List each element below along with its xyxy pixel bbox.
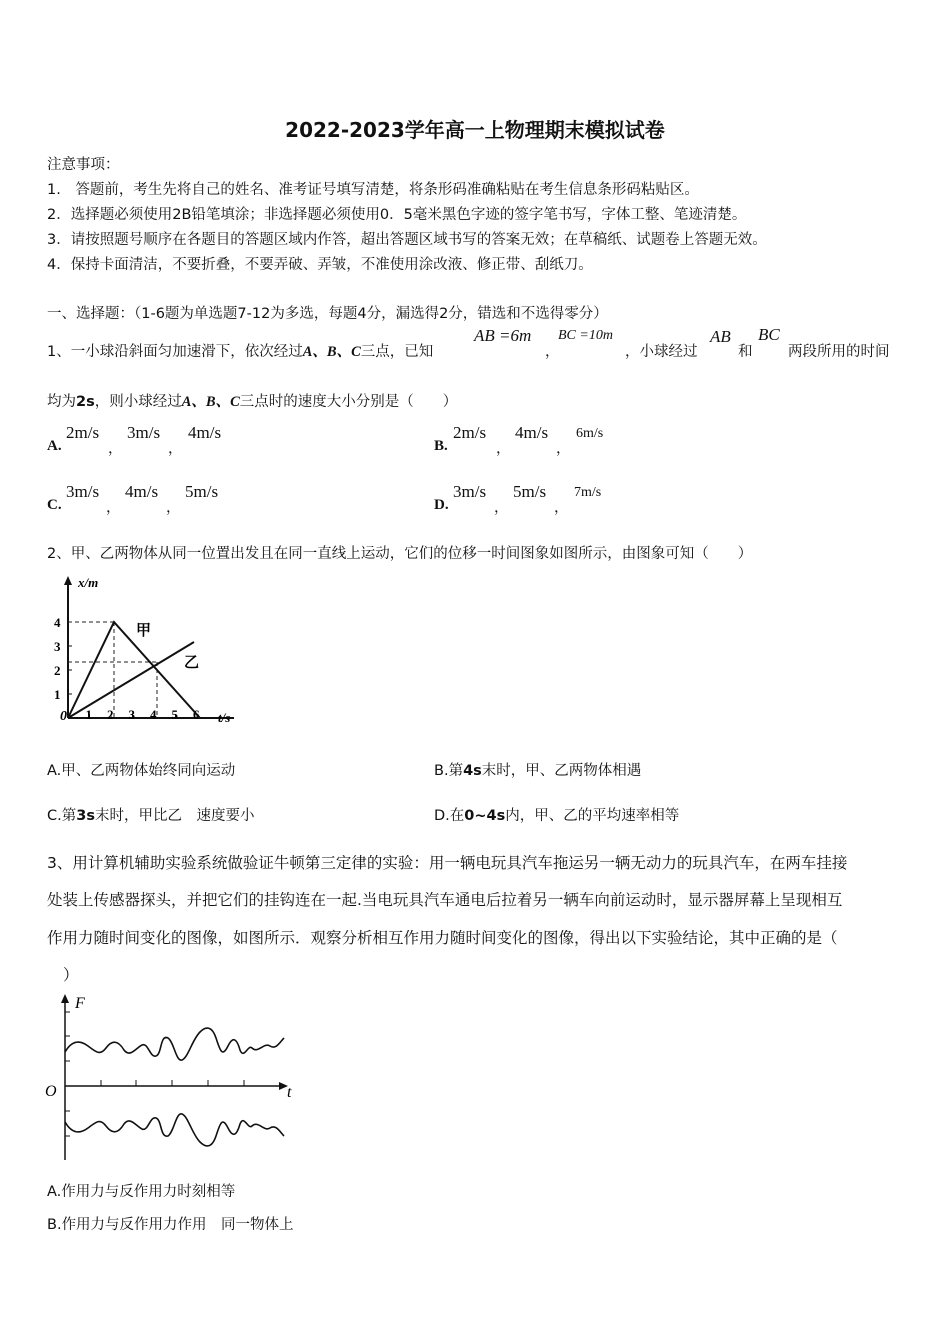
q2-stem: 2、甲、乙两物体从同一位置出发且在同一直线上运动，它们的位移一时间图象如图所示，由图象可知（ ） bbox=[47, 546, 753, 562]
x-tick-label: 4 bbox=[150, 707, 157, 722]
graph-origin: O bbox=[45, 1083, 57, 1100]
y-tick-label: 1 bbox=[54, 687, 61, 702]
option-text bbox=[434, 759, 641, 780]
option-bold: 0~4s bbox=[464, 808, 506, 824]
option-text bbox=[47, 759, 235, 780]
option-text bbox=[434, 804, 679, 825]
option-value: 4m/s bbox=[515, 423, 549, 442]
option-letter: A. bbox=[47, 1184, 62, 1200]
graph-ylabel: F bbox=[75, 995, 85, 1012]
option-body: 甲、乙两物体始终同向运动 bbox=[61, 763, 236, 779]
x-tick-label: 1 bbox=[85, 707, 92, 722]
option-text bbox=[47, 804, 254, 825]
y-tick-label: 2 bbox=[54, 663, 61, 678]
section-heading: 一、选择题：（1-6题为单选题7-12为多选，每题4分，漏选得2分，错选和不选得零分） bbox=[47, 306, 608, 322]
graph-origin: 0 bbox=[60, 709, 67, 724]
option-letter: B. bbox=[47, 1217, 62, 1233]
q1-text-3: ，小球经过 bbox=[625, 344, 698, 360]
notice-item-4: 4．保持卡面清洁，不要折叠，不要弄破、弄皱，不准使用涂改液、修正带、刮纸刀。 bbox=[47, 257, 593, 273]
q3-force-time-graph bbox=[42, 990, 302, 1165]
option-text bbox=[47, 1180, 235, 1201]
separator: ， bbox=[496, 441, 511, 457]
x-tick-label: 6 bbox=[193, 707, 200, 722]
option-letter: C. bbox=[47, 497, 62, 513]
option-body: 末时，甲、乙两物体相遇 bbox=[481, 763, 642, 779]
notice-item-2: 2．选择题必须使用2B铅笔填涂；非选择题必须使用0．5毫米黑色字迹的签字笔书写，字体工整、笔迹清楚。 bbox=[47, 207, 747, 223]
option-body: 第 bbox=[448, 763, 464, 779]
separator: ， bbox=[108, 441, 123, 457]
q1-comma: ， bbox=[545, 344, 560, 360]
q1-bc: BC bbox=[758, 325, 780, 344]
option-value: 4m/s bbox=[188, 423, 222, 442]
q1-bc-equation: BC =10m bbox=[558, 328, 613, 343]
q1-text-5: 均为 bbox=[47, 394, 76, 410]
separator: ， bbox=[554, 500, 569, 516]
graph-xlabel: t/s bbox=[218, 710, 231, 725]
option-letter: D. bbox=[434, 808, 450, 824]
q1-points: A、B、C bbox=[302, 344, 361, 360]
option-body: 内，甲、乙的平均速率相等 bbox=[505, 808, 680, 824]
option-value: 2m/s bbox=[453, 423, 487, 442]
q1-text-1: 1、一小球沿斜面匀加速滑下，依次经过 bbox=[47, 344, 303, 360]
separator: ， bbox=[494, 500, 509, 516]
option-value: 4m/s bbox=[125, 482, 159, 501]
option-letter: D. bbox=[434, 497, 449, 513]
q1-text-7: 三点时的速度大小分别是（ ） bbox=[239, 394, 458, 410]
q1-stem-line1 bbox=[47, 340, 433, 361]
series-jia-line bbox=[68, 622, 200, 718]
option-value: 6m/s bbox=[576, 426, 604, 441]
q1-text-6: ，则小球经过 bbox=[94, 394, 182, 410]
label-jia: 甲 bbox=[136, 623, 152, 639]
option-value: 3m/s bbox=[66, 482, 100, 501]
force-curve-upper bbox=[65, 1028, 284, 1060]
y-tick-label: 4 bbox=[54, 615, 61, 630]
q2-position-time-graph bbox=[44, 572, 254, 730]
x-tick-label: 2 bbox=[107, 707, 114, 722]
x-tick-label: 3 bbox=[128, 707, 135, 722]
separator: ， bbox=[556, 441, 571, 457]
option-body: 末时，甲比乙 速度要小 bbox=[94, 808, 255, 824]
option-body: 作用力与反作用力时刻相等 bbox=[61, 1184, 236, 1200]
page-title: 2022-2023学年高一上物理期末模拟试卷 bbox=[285, 118, 665, 142]
option-text bbox=[47, 1213, 294, 1234]
option-letter: B. bbox=[434, 763, 449, 779]
force-curve-lower bbox=[65, 1114, 284, 1146]
notice-item-3: 3．请按照题号顺序在各题目的答题区域内作答，超出答题区域书写的答案无效；在草稿纸、试题卷上答题无效。 bbox=[47, 232, 767, 248]
notice-heading: 注意事项： bbox=[47, 157, 120, 173]
q1-stem-line2 bbox=[47, 390, 457, 411]
option-value: 5m/s bbox=[513, 482, 547, 501]
option-value: 2m/s bbox=[66, 423, 100, 442]
option-letter: B. bbox=[434, 438, 448, 454]
q1-he: 和 bbox=[738, 344, 753, 360]
option-value: 7m/s bbox=[574, 485, 602, 500]
option-body: 第 bbox=[61, 808, 77, 824]
notice-item-1: 1. 答题前，考生先将自己的姓名、准考证号填写清楚，将条形码准确粘贴在考生信息条形码粘贴区。 bbox=[47, 182, 699, 198]
q1-text-4: 两段所用的时间 bbox=[788, 344, 890, 360]
option-letter: A. bbox=[47, 438, 62, 454]
q3-stem-line3: 作用力随时间变化的图像，如图所示．观察分析相互作用力随时间变化的图像，得出以下实验结论，其中正确的是（ bbox=[47, 929, 838, 947]
graph-xlabel: t bbox=[287, 1084, 292, 1101]
q3-stem-line4: ） bbox=[63, 966, 79, 984]
option-value: 3m/s bbox=[127, 423, 161, 442]
q1-ab-equation: AB =6m bbox=[474, 326, 532, 345]
y-tick-label: 3 bbox=[54, 639, 61, 654]
graph-ylabel: x/m bbox=[78, 575, 99, 590]
separator: ， bbox=[106, 500, 121, 516]
option-body: 作用力与反作用力作用 同一物体上 bbox=[61, 1217, 294, 1233]
separator: ， bbox=[166, 500, 181, 516]
separator: ， bbox=[168, 441, 183, 457]
x-tick-label: 5 bbox=[171, 707, 178, 722]
option-value: 5m/s bbox=[185, 482, 219, 501]
q1-text-2: 三点，已知 bbox=[360, 344, 434, 360]
q3-stem-line1: 3、用计算机辅助实验系统做验证牛顿第三定律的实验：用一辆电玩具汽车拖运另一辆无动力的玩具汽车，在两车挂接 bbox=[47, 854, 848, 872]
q3-stem-line2: 处装上传感器探头，并把它们的挂钩连在一起.当电玩具汽车通电后拉着另一辆车向前运动时，显示器屏幕上呈现相互 bbox=[47, 891, 843, 909]
q1-ab: AB bbox=[710, 327, 731, 346]
label-yi: 乙 bbox=[184, 655, 200, 671]
graph-ticks bbox=[54, 615, 200, 722]
q1-time: 2s bbox=[76, 394, 95, 410]
option-bold: 3s bbox=[76, 808, 95, 824]
option-body: 在 bbox=[449, 808, 465, 824]
q1-points-2: A、B、C bbox=[181, 394, 240, 410]
option-letter: A. bbox=[47, 763, 62, 779]
option-bold: 4s bbox=[463, 763, 482, 779]
option-value: 3m/s bbox=[453, 482, 487, 501]
option-letter: C. bbox=[47, 808, 62, 824]
